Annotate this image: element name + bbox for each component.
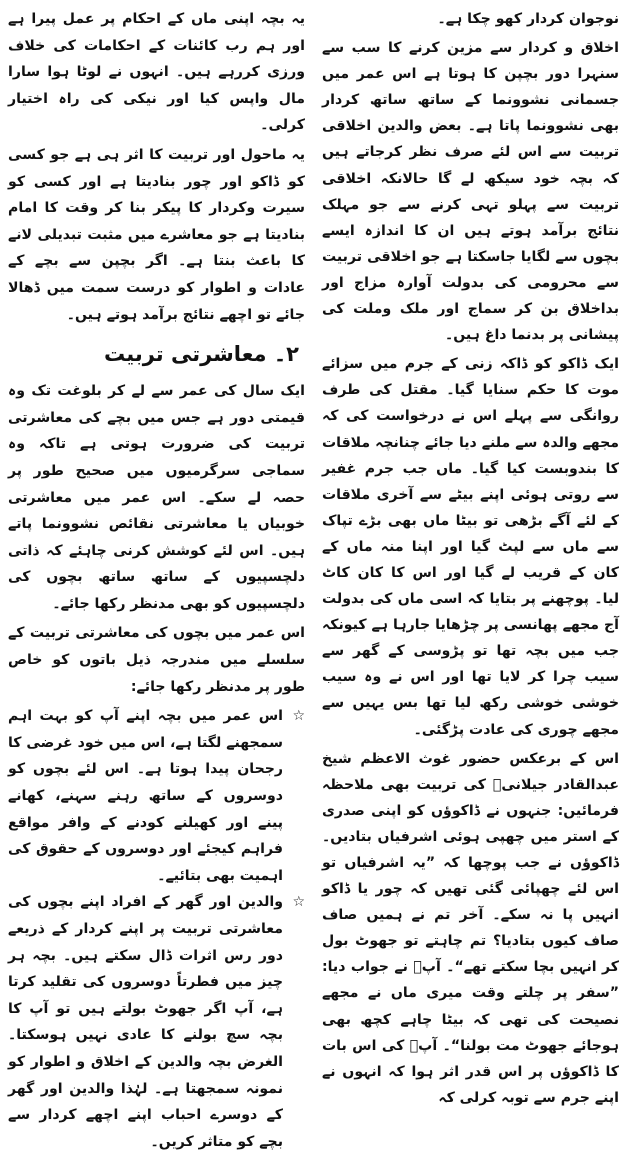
paragraph: اس کے برعکس حضور غوث الاعظم شیخ عبدالقادر جیلانیؒ کی تربیت بھی ملاحظہ فرمائیں: جنہوں نے ڈاکوؤں کو اپنی صدری کے استر میں چھپی ہوئی اشرفیاں بتادیں۔ ڈاکوؤں نے جب پوچھا کہ ”یہ اشرفیاں تو اس لئے چھپائی گئی تھیں کہ چور یا ڈاکو انہیں پا نہ سکے۔ آخر تم نے ہمیں صاف صاف کیوں بتادیا؟ تم چاہتے تو جھوٹ بول کر انہیں بچا سکتے تھے“۔ آپؒ نے جواب دیا: ”سفر پر چلتے وقت میری ماں نے مجھے نصیحت کی تھی کہ بیٹا چاہے کچھ بھی ہوجائے جھوٹ مت بولنا“۔ آپؒ کی اس بات کا ڈاکوؤں پر اس قدر اثر ہوا کہ انہوں نے اپنے جرم سے توبہ کرلی کہ <box>322 750 619 1106</box>
paragraph: یہ ماحول اور تربیت کا اثر ہی ہے جو کسی کو ڈاکو اور چور بنادیتا ہے اور کسی کو سیرت وکردار کا پیکر بنا کر وقت کا امام بنادیتا ہے جو معاشرے میں مثبت تبدیلی لانے کا باعث بنتا ہے۔ اگر بچپن سے بچے کے عادات و اطوار کو درست سمت میں ڈھالا جائے تو اچھے نتائج برآمد ہوتے ہیں۔ <box>8 146 305 323</box>
bullet-item <box>8 889 305 1155</box>
paragraph: ایک ڈاکو کو ڈاکہ زنی کے جرم میں سزائے موت کا حکم سنایا گیا۔ مقتل کی طرف روانگی سے پہلے اس نے درخواست کی کہ مجھے والدہ سے ملنے دیا جائے چنانچہ ملاقات کا بندوبست کیا گیا۔ ماں جب جرم غفیر سے روتی ہوئی اپنے بیٹے سے آخری ملاقات کے لئے آگے بڑھی تو بیٹا ماں بھی بڑے تپاک سے ماں سے لپٹ گیا اور اپنا منہ ماں کے کان کے قریب لے گیا اور اس کا کان کاٹ لیا۔ پوچھنے پر بتایا کہ اسی ماں کی بدولت آج مجھے پھانسی پر چڑھایا جارہا ہے کیونکہ جب میں بچہ تھا تو پڑوسی کے گھر سے سیب چرا کر لایا تھا اور اس نے وہ سیب خوشی خوشی رکھ لیا تھا بس یہیں سے مجھے چوری کی عادت پڑگئی۔ <box>322 356 619 738</box>
star-icon: ☆ <box>292 894 305 911</box>
left-column <box>8 6 305 1150</box>
star-icon: ☆ <box>292 708 305 725</box>
paragraph: نوجوان کردار کھو چکا ہے۔ <box>437 11 619 27</box>
bullet-item <box>8 703 305 889</box>
bullet-text: والدین اور گھر کے افراد اپنے بچوں کی معاشرتی تربیت پر اپنے کردار کے ذریعے دور رس اثرات ڈال سکتے ہیں۔ بچہ ہر چیز میں فطرتاً دوسروں کی تقلید کرتا ہے، آپ اگر جھوٹ بولتے ہیں تو آپ کا بچہ سچ بولنے کا عادی نہیں ہوسکتا۔ الغرض بچہ والدین کے اخلاق و اطوار کو نمونہ سمجھتا ہے۔ لہٰذا والدین اور گھر کے دوسرے احباب اپنے اچھے کردار سے بچے کو متاثر کریں۔ <box>8 894 283 1150</box>
paragraph: اس عمر میں بچوں کی معاشرتی تربیت کے سلسلے میں مندرجہ ذیل باتوں کو خاص طور پر مدنظر رکھا جائے: <box>8 625 305 695</box>
paragraph: اخلاق و کردار سے مزین کرنے کا سب سے سنہرا دور بچپن کا ہوتا ہے اس عمر میں جسمانی نشوونما کے ساتھ ساتھ کردار بھی نشوونما پاتا ہے۔ بعض والدین اخلاقی تربیت سے اس لئے صرف نظر کرجاتے ہیں کہ بچہ خود سیکھ لے گا حالانکہ اخلاقی تربیت سے پہلو تہی کرنے سے جو مہلک نتائج برآمد ہوتے ہیں ان کا اندازہ ایسے بچوں سے لگایا جاسکتا ہے جو اخلاقی تربیت سے محرومی کی بدولت آوارہ مزاج اور بداخلاق بن کر سماج اور ملک وملت کی پیشانی پر بدنما داغ ہیں۔ <box>322 40 619 344</box>
paragraph: ایک سال کی عمر سے لے کر بلوغت تک وہ قیمتی دور ہے جس میں بچے کی معاشرتی تربیت کی ضرورت ہوتی ہے تاکہ وہ سماجی سرگرمیوں میں صحیح طور پر حصہ لے سکے۔ اس عمر میں معاشرتی خوبیاں یا معاشرتی نقائص نشوونما پاتے ہیں۔ اس لئے کوشش کرنی چاہئے کہ ذاتی دلچسپیوں کے ساتھ ساتھ بچوں کی دلچسپیوں کو بھی مدنظر رکھا جائے۔ <box>8 383 305 612</box>
section-heading: ۲۔ معاشرتی تربیت <box>104 342 299 367</box>
right-column <box>322 6 619 1106</box>
paragraph: یہ بچہ اپنی ماں کے احکام پر عمل پیرا ہے اور ہم رب کائنات کے احکامات کی خلاف ورزی کررہے ہیں۔ انہوں نے لوٹا ہوا سارا مال واپس کیا اور نیکی کی راہ اختیار کرلی۔ <box>8 11 305 134</box>
bullet-text: اس عمر میں بچہ اپنے آپ کو بہت اہم سمجھنے لگتا ہے، اس میں خود غرضی کا رجحان پیدا ہوتا ہے۔ اس لئے بچوں کو دوسروں کے ساتھ رہنے سہنے، کھانے پینے اور کھیلنے کودنے کے وافر مواقع فراہم کیجئے اور دوسروں کے حقوق کی اہمیت بھی بتائیے۔ <box>8 708 283 884</box>
